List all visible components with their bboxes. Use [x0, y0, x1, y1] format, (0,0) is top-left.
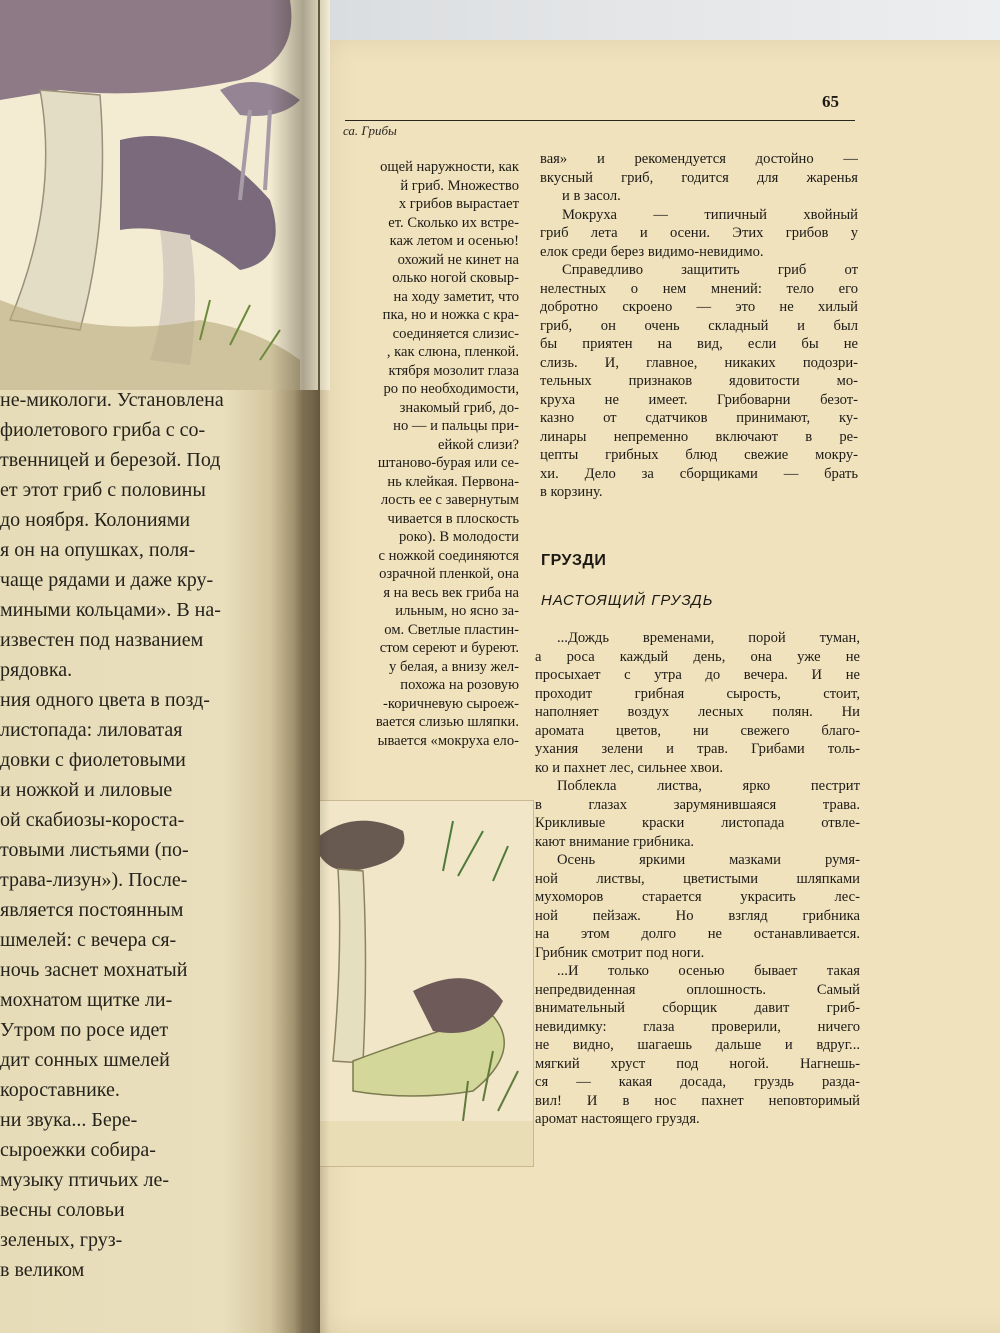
text-line: мохнатом щитке ли- [0, 989, 173, 1011]
text-line: на этом долго не останавливается. [535, 926, 860, 942]
text-line: товыми листьями (по- [0, 839, 189, 861]
text-line: ко и пахнет лес, сильнее хвои. [535, 759, 724, 776]
text-line: Справедливо защитить гриб от [562, 262, 858, 278]
text-line: гриб, он очень складный и был [540, 317, 858, 334]
text-line: с ножкой соединяются [378, 547, 519, 564]
text-line: стом сереют и буреют. [379, 640, 519, 656]
text-line: ктября мозолит глаза [388, 362, 519, 379]
text-line: тельных признаков ядовитости мо- [540, 373, 858, 389]
text-line: мягкий хруст под ногой. Нагнешь- [535, 1055, 860, 1072]
text-line: аромата цветов, ни свежего благо- [535, 722, 860, 739]
text-line: не видно, шагаешь дальше и вдруг... [535, 1037, 860, 1053]
text-line: листопада: лиловатая [0, 719, 183, 741]
text-line: бы приятен на вид, если бы не [540, 336, 858, 352]
right-column [540, 150, 858, 502]
text-line: круха не имеет. Грибоварни безот- [540, 391, 858, 408]
text-line: слизь. И, главное, никаких подозри- [540, 354, 858, 371]
text-line: миными кольцами». В на- [0, 599, 221, 621]
section-title: ГРУЗДИ [541, 552, 607, 569]
text-line: нь клейкая. Первона- [387, 473, 519, 490]
text-line: вая» и рекомендуется достойно — [540, 151, 858, 167]
text-line: просыхает с утра до вечера. И не [535, 667, 860, 683]
text-line: чаще рядами и даже кру- [0, 569, 214, 591]
text-line: на ходу заметит, что [393, 288, 519, 305]
text-line: Утром по росе идет [0, 1019, 169, 1041]
text-line: вается слизью шляпки. [375, 714, 519, 730]
text-line: ся — какая досада, груздь разда- [535, 1074, 860, 1090]
text-line: Мокруха — типичный хвойный [562, 206, 858, 223]
text-line: мухоморов старается украсить лес- [535, 889, 860, 905]
text-line: линары непременно включают в ре- [540, 428, 858, 445]
text-line: хи. Дело за сборщиками — брать [540, 465, 858, 482]
text-line: знакомый гриб, до- [399, 399, 519, 416]
text-line: чивается в плоскость [387, 510, 519, 527]
text-line: лость ее с завернутым [380, 492, 519, 508]
text-line: ной листвы, цветистыми шляпками [535, 870, 860, 887]
text-line: ывается «мокруха ело- [377, 732, 519, 749]
text-line: роко). В молодости [398, 529, 519, 545]
text-line: ильным, но ясно за- [395, 603, 519, 619]
text-line: фиолетового гриба с со- [0, 419, 206, 441]
text-line: соединяется слизис- [392, 325, 519, 342]
header-rule [345, 120, 855, 121]
middle-column [303, 158, 519, 750]
text-line: я он на опушках, поля- [0, 539, 196, 561]
text-line: й гриб. Множество [400, 177, 519, 194]
text-line: ет. Сколько их встре- [388, 214, 519, 231]
text-line: похожа на розовую [400, 677, 519, 693]
text-line: я на весь век гриба на [383, 584, 519, 601]
gruzd-body [535, 629, 860, 1129]
text-line: весны соловьи [0, 1199, 125, 1221]
mushroom-illustration-top [0, 0, 330, 390]
text-line: а роса каждый день, она уже не [535, 648, 860, 665]
page-number: 65 [822, 92, 839, 111]
text-line: нелестных о нем мнений: тело его [540, 280, 858, 297]
text-line: довки с фиолетовыми [0, 749, 186, 771]
text-line: кают внимание грибника. [535, 833, 695, 850]
text-line: не-микологи. Установлена [0, 389, 224, 411]
text-line: рядовка. [0, 659, 73, 681]
text-line: ро по необходимости, [383, 381, 519, 397]
text-line: ой скабиозы-короста- [0, 809, 185, 831]
text-line: Грибник смотрит под ноги. [535, 944, 705, 961]
subsection-title: НАСТОЯЩИЙ ГРУЗДЬ [541, 592, 714, 609]
text-line: ной пейзаж. Но взгляд грибника [535, 907, 860, 924]
text-line: х грибов вырастает [398, 196, 519, 212]
text-line: ухания зелени и трав. Грибами толь- [535, 741, 860, 757]
text-line: и ножкой и лиловые [0, 779, 173, 801]
left-page-text [0, 385, 300, 1285]
text-line: Поблекла листва, ярко пестрит [557, 778, 860, 794]
text-line: ет этот гриб с половины [0, 479, 206, 501]
text-line: является постоянным [0, 899, 184, 921]
text-line: в великом [0, 1259, 85, 1281]
text-line: короставнике. [0, 1079, 120, 1101]
text-line: добротно скроено — это не хилый [540, 299, 858, 315]
text-line: сыроежки собира- [0, 1139, 156, 1161]
text-line: ейкой слизи? [437, 436, 519, 453]
mushroom-drawing [0, 0, 330, 390]
text-line: трава-лизун»). После- [0, 869, 188, 891]
text-line: в глазах зарумянившаяся трава. [535, 796, 860, 813]
text-line: ночь заснет мохнатый [0, 959, 188, 981]
text-line: наполняет воздух лесных полян. Ни [535, 704, 860, 720]
text-line: казно от сдатчиков принимают, ку- [540, 410, 858, 426]
text-line: ...Дождь временами, порой туман, [557, 630, 860, 646]
mushroom-drawing [293, 801, 533, 1166]
text-line: известен под названием [0, 629, 204, 651]
text-line: аромат настоящего груздя. [535, 1111, 700, 1127]
text-line: и в засол. [562, 188, 621, 204]
text-line: Крикливые краски листопада отвле- [535, 815, 860, 831]
text-line: цепты грибных блюд свежие мокру- [540, 447, 858, 463]
text-line: вил! И в нос пахнет неповторимый [535, 1092, 860, 1109]
text-line: музыку птичьих ле- [0, 1169, 169, 1191]
text-line: -коричневую сыроеж- [383, 695, 519, 712]
text-line: непредвиденная оплошность. Самый [535, 981, 860, 998]
text-line: твенницей и березой. Под [0, 449, 221, 471]
text-line: елок среди берез видимо-невидимо. [540, 243, 764, 260]
text-line: невидимку: глаза проверили, ничего [535, 1018, 860, 1035]
text-line: ом. Светлые пластин- [384, 621, 519, 638]
text-line: охожий не кинет на [397, 251, 519, 268]
text-line: , как слюна, пленкой. [386, 344, 519, 360]
text-line: ни звука... Бере- [0, 1109, 138, 1131]
text-line: у белая, а внизу жел- [389, 658, 519, 675]
text-line: ощей наружности, как [380, 159, 519, 175]
text-line: шмелей: с вечера ся- [0, 929, 177, 951]
text-line: зеленых, груз- [0, 1229, 123, 1251]
text-line: внимательный сборщик давит гриб- [535, 1000, 860, 1016]
text-line: пка, но и ножка с кра- [382, 307, 519, 323]
text-line: проходит грибная сырость, стоит, [535, 685, 860, 702]
running-head: са. Грибы [343, 123, 397, 138]
text-line: вкусный гриб, годится для жаренья [540, 169, 858, 186]
text-line: олько ногой сковыр- [392, 270, 519, 286]
text-line: каж летом и осенью! [389, 233, 519, 249]
text-line: в корзину. [540, 484, 603, 500]
text-line: Осень яркими мазками румя- [557, 852, 860, 868]
mushroom-illustration-bottom [292, 800, 534, 1167]
text-line: озрачной пленкой, она [379, 566, 519, 582]
text-line: гриб лета и осени. Этих грибов у [540, 225, 858, 241]
text-line: до ноября. Колониями [0, 509, 191, 531]
text-line: ния одного цвета в позд- [0, 689, 210, 711]
text-line: дит сонных шмелей [0, 1049, 170, 1071]
text-line: ...И только осенью бывает такая [557, 963, 860, 979]
text-line: но — и пальцы при- [393, 418, 519, 434]
text-line: штаново-бурая или се- [377, 455, 519, 471]
